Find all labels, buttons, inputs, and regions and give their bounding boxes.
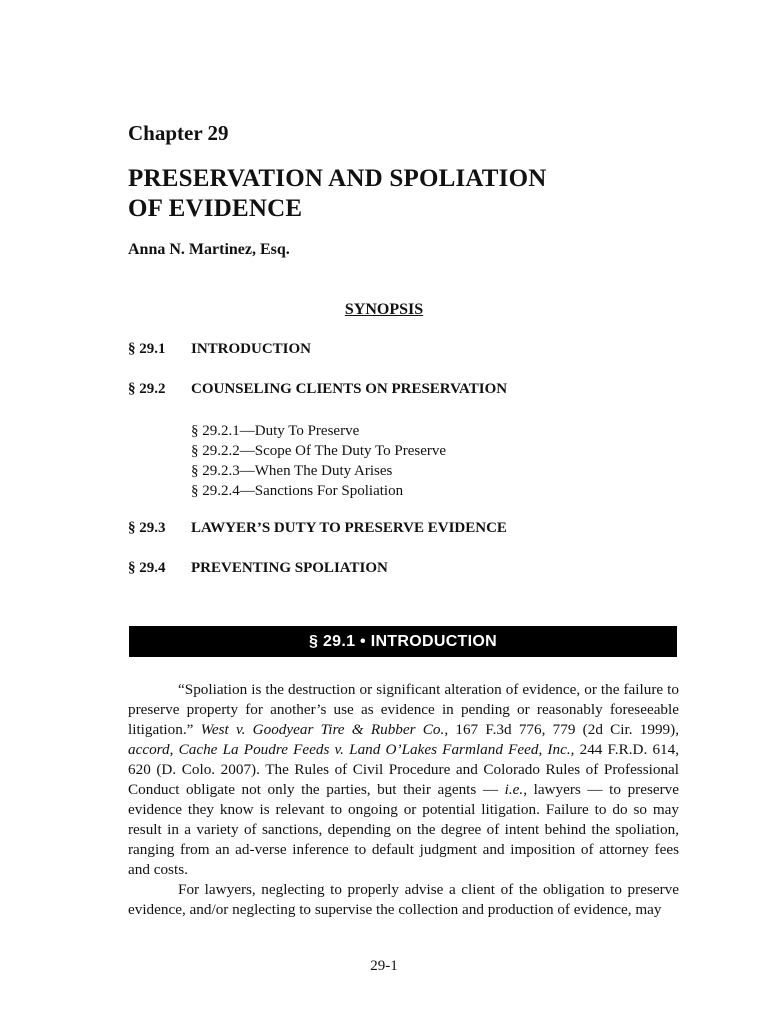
toc-subsection[interactable]: § 29.2.3—When The Duty Arises — [191, 463, 393, 479]
page-number: 29-1 — [370, 958, 398, 974]
toc-entry-title: PREVENTING SPOLIATION — [191, 560, 388, 576]
case-citation: Cache La Poudre Feeds v. Land O’Lakes Farmland Feed, Inc. — [178, 741, 571, 758]
toc-entry-number: § 29.4 — [128, 560, 166, 576]
chapter-title-line-1: PRESERVATION AND SPOLIATION — [128, 165, 547, 192]
body-text: For lawyers, neglecting to properly advise a client of the obligation to preserve evidence, and/or neglecting to supervise the collection and production of evidence, may — [128, 881, 679, 918]
toc-entry-29-3[interactable] — [128, 520, 507, 537]
abbreviation: i.e. — [504, 781, 524, 798]
toc-entry-29-1[interactable] — [128, 341, 311, 358]
toc-entry-number: § 29.3 — [128, 520, 166, 536]
body-text: , 244 F.R.D. 614, 620 (D. Colo. 2007). The Rules of Civil Procedure and Colorado Rules of Professional Conduct obligate not only the parties, but their agents — — [128, 741, 680, 798]
chapter-title-line-2: OF EVIDENCE — [128, 195, 303, 222]
toc-entry-title: INTRODUCTION — [191, 341, 312, 357]
case-citation: West v. Goodyear Tire & Rubber Co. — [200, 721, 445, 738]
body-paragraph-2 — [128, 880, 679, 920]
chapter-label: Chapter 29 — [128, 121, 229, 145]
citation-signal: accord — [128, 741, 170, 758]
toc-entry-29-2[interactable] — [128, 381, 507, 398]
synopsis-heading — [0, 301, 768, 319]
toc-entry-title: LAWYER’S DUTY TO PRESERVE EVIDENCE — [191, 520, 507, 536]
toc-entry-title: COUNSELING CLIENTS ON PRESERVATION — [191, 381, 508, 397]
toc-entry-29-4[interactable] — [128, 560, 388, 577]
author-name: Anna N. Martinez, Esq. — [128, 241, 290, 258]
toc-subsection[interactable]: § 29.2.2—Scope Of The Duty To Preserve — [191, 443, 447, 459]
toc-entry-number: § 29.1 — [128, 341, 166, 357]
body-text: , — [169, 741, 179, 758]
toc-entry-number: § 29.2 — [128, 381, 166, 397]
synopsis-heading-text: SYNOPSIS — [344, 301, 424, 318]
toc-subsection-list — [191, 421, 446, 501]
toc-subsection[interactable]: § 29.2.4—Sanctions For Spoliation — [191, 483, 404, 499]
body-text: , lawyers — to preserve evidence they know is relevant to ongoing or potential litigation. Failure to do so may result in a variety of sanctions, depending on the degree of intent behind the spoliation, ranging from an ad-verse inference to default judgment and imposition of attorney fees and costs. — [128, 781, 680, 878]
toc-subsection[interactable]: § 29.2.1—Duty To Preserve — [191, 423, 360, 439]
chapter-title — [128, 164, 547, 224]
section-heading-bar: § 29.1 • INTRODUCTION — [129, 626, 677, 657]
body-text: , 167 F.3d 776, 779 (2d Cir. 1999), — [444, 721, 679, 738]
body-text: “Spoliation is the destruction or significant alteration of evidence, or the failure to preserve property for another’s use as evidence in pending or reasonably foreseeable litigation.” — [128, 681, 679, 738]
body-paragraph-1 — [128, 680, 679, 880]
